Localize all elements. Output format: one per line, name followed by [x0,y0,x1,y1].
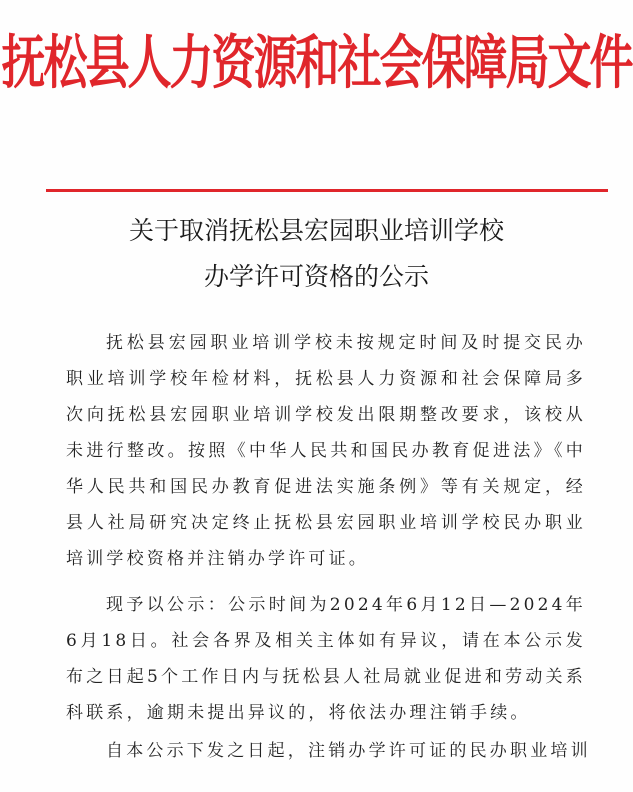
notice-title-line-1: 关于取消抚松县宏园职业培训学校 [128,216,504,245]
issuer-header: 抚松县人力资源和社会保障局文件 [1,29,632,98]
body-paragraph-2: 现予以公示：公示时间为2024年6月12日—2024年6月18日。社会各界及相关主体如有异议，请在本公示发布之日起5个工作日内与抚松县人社局就业促进和劳动关系科联系，逾期未提出异议的，将依法办理注销手续。 [66,595,586,723]
red-divider-line [46,189,608,192]
notice-title-line-2: 办学许可资格的公示 [203,262,429,291]
body-paragraph-1: 抚松县宏园职业培训学校未按规定时间及时提交民办职业培训学校年检材料，抚松县人力资源和社会保障局多次向抚松县宏园职业培训学校发出限期整改要求，该校从未进行整改。按照《中华人民共和国民办教育促进法》《中华人民共和国民办教育促进法实施条例》等有关规定，经县人社局研究决定终止抚松县宏园职业培训学校民办职业培训学校资格并注销办学许可证。 [66,333,586,569]
body-paragraph-3: 自本公示下发之日起，注销办学许可证的民办职业培训 [106,741,591,761]
